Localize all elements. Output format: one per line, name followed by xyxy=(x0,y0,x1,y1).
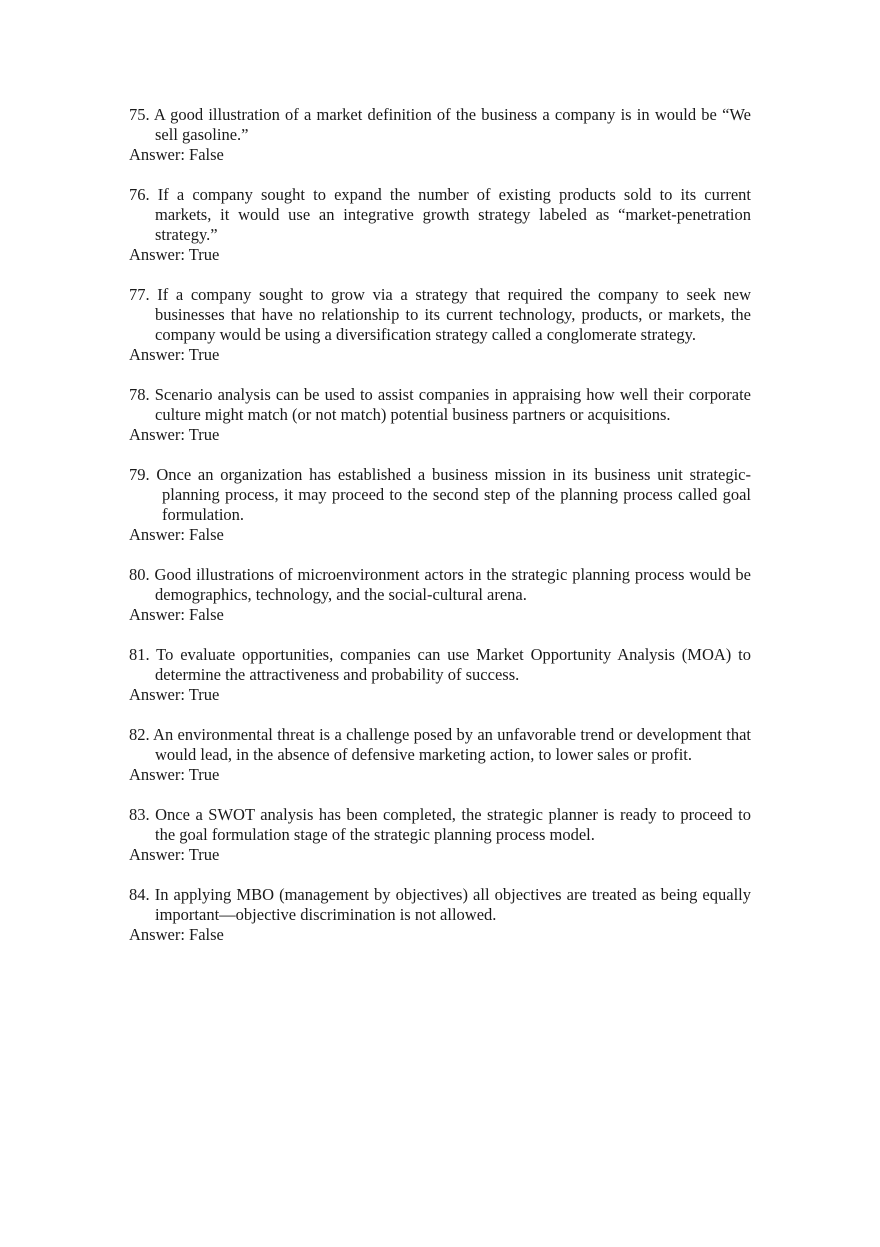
question-text: 82. An environmental threat is a challenge posed by an unfavorable trend or development that would lead, in the absence of defensive marketing action, to lower sales or profit. xyxy=(129,725,751,764)
question-item-78 xyxy=(129,385,751,445)
question-text: 83. Once a SWOT analysis has been completed, the strategic planner is ready to proceed to the goal formulation stage of the strategic planning process model. xyxy=(129,805,751,844)
question-text: 80. Good illustrations of microenvironment actors in the strategic planning process would be demographics, technology, and the social-cultural arena. xyxy=(129,565,751,604)
question-text: 76. If a company sought to expand the number of existing products sold to its current markets, it would use an integrative growth strategy labeled as “market-penetration strategy.” xyxy=(129,185,751,244)
answer-text: Answer: True xyxy=(129,685,220,704)
question-text: 81. To evaluate opportunities, companies can use Market Opportunity Analysis (MOA) to determine the attractiveness and probability of success. xyxy=(129,645,751,684)
answer-text: Answer: True xyxy=(129,345,220,364)
question-item-82 xyxy=(129,725,751,785)
question-text: 75. A good illustration of a market definition of the business a company is in would be “We sell gasoline.” xyxy=(129,105,751,144)
answer-text: Answer: False xyxy=(129,925,224,944)
answer-text: Answer: False xyxy=(129,525,224,544)
question-item-84 xyxy=(129,885,751,945)
question-item-76 xyxy=(129,185,751,265)
question-item-81 xyxy=(129,645,751,705)
question-text: 77. If a company sought to grow via a strategy that required the company to seek new businesses that have no relationship to its current technology, products, or markets, the company would be using a diversification strategy called a conglomerate strategy. xyxy=(129,285,751,344)
question-item-79 xyxy=(129,465,751,545)
document-page xyxy=(129,105,751,965)
question-item-75 xyxy=(129,105,751,165)
question-item-77 xyxy=(129,285,751,365)
answer-text: Answer: True xyxy=(129,425,220,444)
answer-text: Answer: False xyxy=(129,145,224,164)
question-text: 78. Scenario analysis can be used to assist companies in appraising how well their corporate culture might match (or not match) potential business partners or acquisitions. xyxy=(129,385,751,424)
question-text: 84. In applying MBO (management by objectives) all objectives are treated as being equally important—objective discrimination is not allowed. xyxy=(129,885,751,924)
answer-text: Answer: True xyxy=(129,845,220,864)
answer-text: Answer: True xyxy=(129,765,220,784)
question-text: 79. Once an organization has established a business mission in its business unit strategic-planning process, it may proceed to the second step of the planning process called goal formulation. xyxy=(129,465,751,524)
answer-text: Answer: False xyxy=(129,605,224,624)
question-item-83 xyxy=(129,805,751,865)
question-item-80 xyxy=(129,565,751,625)
answer-text: Answer: True xyxy=(129,245,220,264)
